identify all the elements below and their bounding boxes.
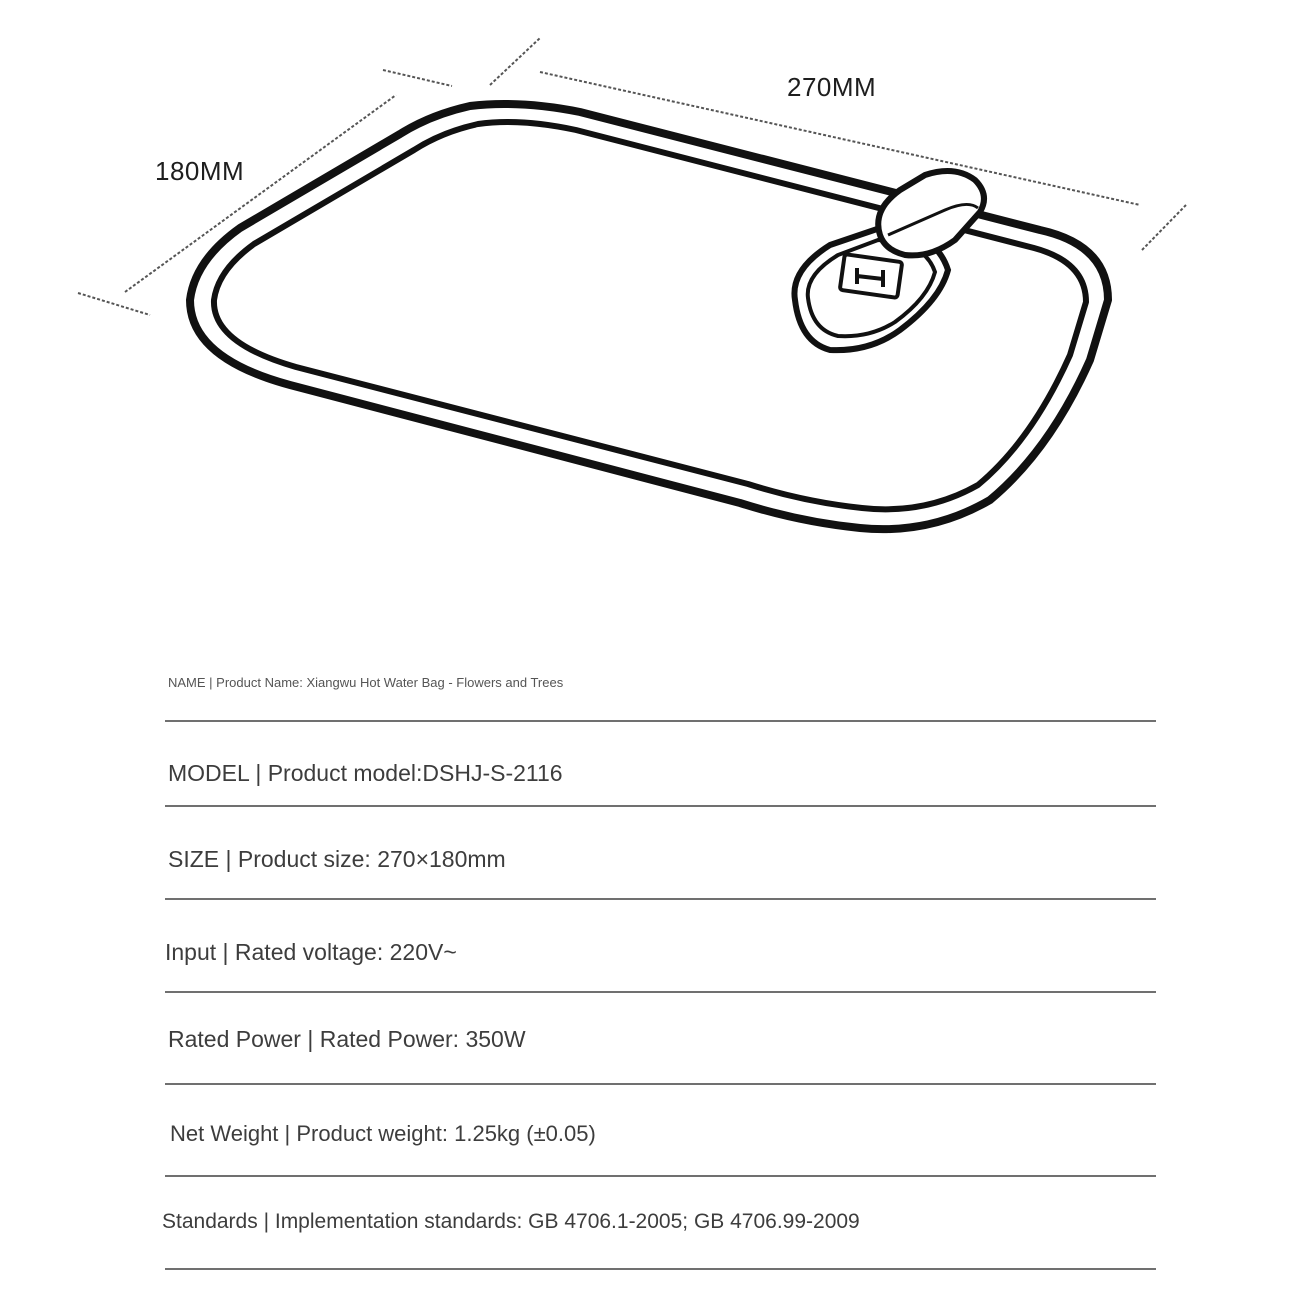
height-extension-top — [383, 70, 452, 86]
hot-water-bag-illustration — [0, 0, 1300, 600]
spec-row-size — [165, 830, 1156, 900]
spec-row-weight — [165, 1105, 1156, 1177]
spec-name-text: NAME | Product Name: Xiangwu Hot Water Bag - Flowers and Trees — [168, 675, 564, 690]
product-dimension-diagram — [0, 0, 1300, 600]
spec-standards-text: Standards | Implementation standards: GB 4706.1-2005; GB 4706.99-2009 — [162, 1210, 860, 1233]
height-dimension-line — [125, 95, 396, 292]
spec-row-standards — [162, 1190, 1156, 1270]
spec-input-text: Input | Rated voltage: 220V~ — [165, 939, 457, 965]
spec-row-power — [165, 1010, 1156, 1085]
height-extension-bottom — [78, 293, 150, 315]
width-extension-right — [1142, 205, 1186, 250]
spec-size-text: SIZE | Product size: 270×180mm — [168, 846, 506, 872]
width-dimension-label: 270MM — [787, 72, 877, 102]
spec-weight-text: Net Weight | Product weight: 1.25kg (±0.05) — [170, 1121, 596, 1146]
spec-row-input — [165, 922, 1156, 993]
spec-model-text: MODEL | Product model:DSHJ-S-2116 — [168, 760, 563, 786]
height-dimension-label: 180MM — [155, 156, 245, 186]
bag-cap-icon — [794, 171, 984, 350]
width-extension-left — [490, 38, 540, 85]
spec-power-text: Rated Power | Rated Power: 350W — [168, 1026, 526, 1052]
cap-clip — [878, 171, 984, 255]
spec-row-name — [165, 650, 1156, 722]
spec-row-model — [165, 740, 1156, 807]
